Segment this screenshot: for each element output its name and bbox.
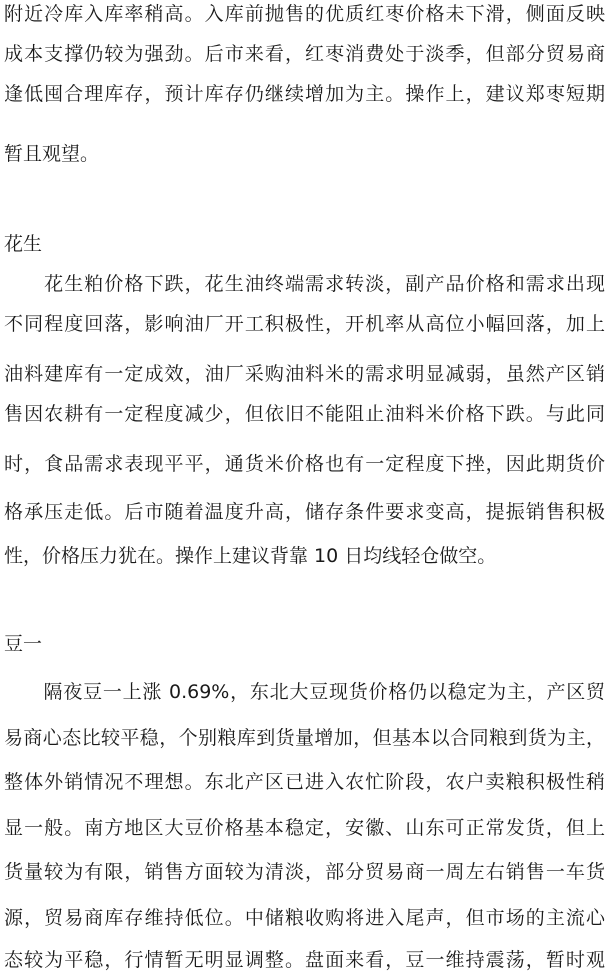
intro-line-4: 暂且观望。 [4,143,100,165]
section-heading-soybean: 豆一 [4,633,43,655]
peanut-line-6: 格承压走低。后市随着温度升高，储存条件要求变高，提振销售积极 [4,501,605,523]
soybean-line-4: 显一般。南方地区大豆价格基本稳定，安徽、山东可正常发货，但上 [4,817,605,839]
peanut-line-5: 时，食品需求表现平平，通货米价格也有一定程度下挫，因此期货价 [4,453,605,475]
peanut-line-1: 花生粕价格下跌，花生油终端需求转淡，副产品价格和需求出现 [4,273,605,295]
intro-line-2: 成本支撑仍较为强劲。后市来看，红枣消费处于淡季，但部分贸易商 [4,43,605,65]
intro-line-3: 逢低囤合理库存，预计库存仍继续增加为主。操作上，建议郑枣短期 [4,83,605,105]
soybean-line-6: 源，贸易商库存维持低位。中储粮收购将进入尾声，但市场的主流心 [4,907,605,929]
section-heading-peanut: 花生 [4,233,43,255]
soybean-line-3: 整体外销情况不理想。东北产区已进入农忙阶段，农户卖粮积极性稍 [4,771,605,793]
intro-line-1: 附近冷库入库率稍高。入库前抛售的优质红枣价格未下滑，侧面反映 [4,3,605,25]
peanut-line-7: 性，价格压力犹在。操作上建议背靠 10 日均线轻仓做空。 [4,545,497,567]
soybean-line-2: 易商心态比较平稳，个别粮库到货量增加，但基本以合同粮到货为主， [4,727,605,749]
soybean-line-1: 隔夜豆一上涨 0.69%，东北大豆现货价格仍以稳定为主，产区贸 [4,681,605,703]
peanut-line-3: 油料建库有一定成效，油厂采购油料米的需求明显减弱，虽然产区销 [4,363,605,385]
peanut-line-2: 不同程度回落，影响油厂开工积极性，开机率从高位小幅回落，加上 [4,313,605,335]
soybean-line-7: 态较为平稳，行情暂无明显调整。盘面来看，豆一维持震荡，暂时观 [4,949,605,971]
peanut-line-4: 售因农耕有一定程度减少，但依旧不能阻止油料米价格下跌。与此同 [4,403,605,425]
soybean-line-5: 货量较为有限，销售方面较为清淡，部分贸易商一周左右销售一车货 [4,861,605,883]
